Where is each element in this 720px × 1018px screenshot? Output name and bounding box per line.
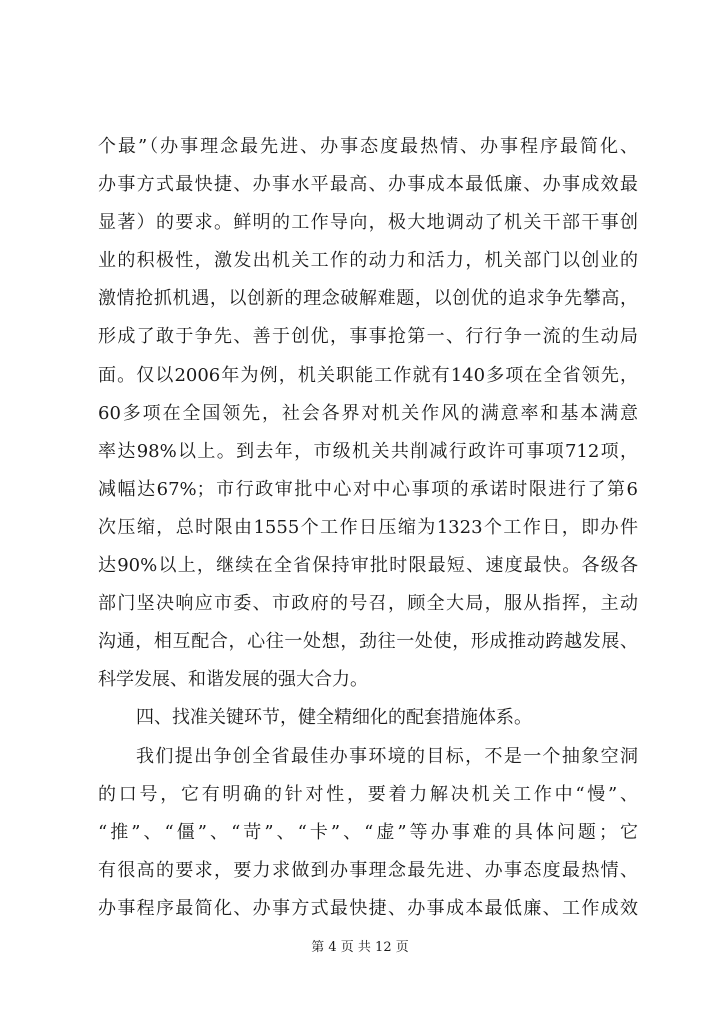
- paragraph-first-line: 我们提出争创全省最佳办事环境的目标，不是一个抽象空洞: [136, 745, 638, 767]
- text-line: “推”、“僵”、“苛”、“卡”、“虚”等办事难的具体问题；它: [98, 821, 638, 843]
- text-line: 面。仅以2006年为例，机关职能工作就有140多项在全省领先，: [98, 364, 638, 386]
- text-line: 的口号，它有明确的针对性，要着力解决机关工作中“慢”、: [98, 783, 638, 805]
- text-line: 显著）的要求。鲜明的工作导向，极大地调动了机关干部干事创: [98, 212, 638, 234]
- text-line: 60多项在全国领先，社会各界对机关作风的满意率和基本满意: [98, 402, 638, 424]
- document-body: [98, 128, 638, 928]
- section-heading: 四、找准关键环节，健全精细化的配套措施体系。: [136, 707, 532, 729]
- text-line: 部门坚决响应市委、市政府的号召，顾全大局，服从指挥，主动: [98, 593, 638, 615]
- text-line: 达90%以上，继续在全省保持审批时限最短、速度最快。各级各: [98, 555, 638, 577]
- text-line: 办事程序最简化、办事方式最快捷、办事成本最低廉、工作成效: [98, 897, 638, 919]
- text-line: 次压缩，总时限由1555个工作日压缩为1323个工作日，即办件: [98, 516, 638, 538]
- text-line: 个最”（办事理念最先进、办事态度最热情、办事程序最简化、: [98, 136, 638, 157]
- paragraph-end-line: 科学发展、和谐发展的强大合力。: [98, 669, 368, 691]
- text-line: 业的积极性，激发出机关工作的动力和活力，机关部门以创业的: [98, 250, 638, 272]
- text-line: 激情抢抓机遇，以创新的理念破解难题，以创优的追求争先攀高，: [98, 288, 638, 310]
- text-line: 沟通，相互配合，心往一处想，劲往一处使，形成推动跨越发展、: [98, 631, 638, 653]
- text-line: 率达98%以上。到去年，市级机关共削减行政许可事项712项，: [98, 440, 638, 462]
- text-line: 形成了敢于争先、善于创优，事事抢第一、行行争一流的生动局: [98, 326, 638, 348]
- text-line: 减幅达67%；市行政审批中心对中心事项的承诺时限进行了第6: [98, 478, 638, 500]
- page-number-footer: 第 4 页 共 12 页: [311, 940, 409, 955]
- text-line: 办事方式最快捷、办事水平最高、办事成本最低廉、办事成效最: [98, 174, 638, 196]
- text-line: 有很高的要求，要力求做到办事理念最先进、办事态度最热情、: [98, 859, 638, 881]
